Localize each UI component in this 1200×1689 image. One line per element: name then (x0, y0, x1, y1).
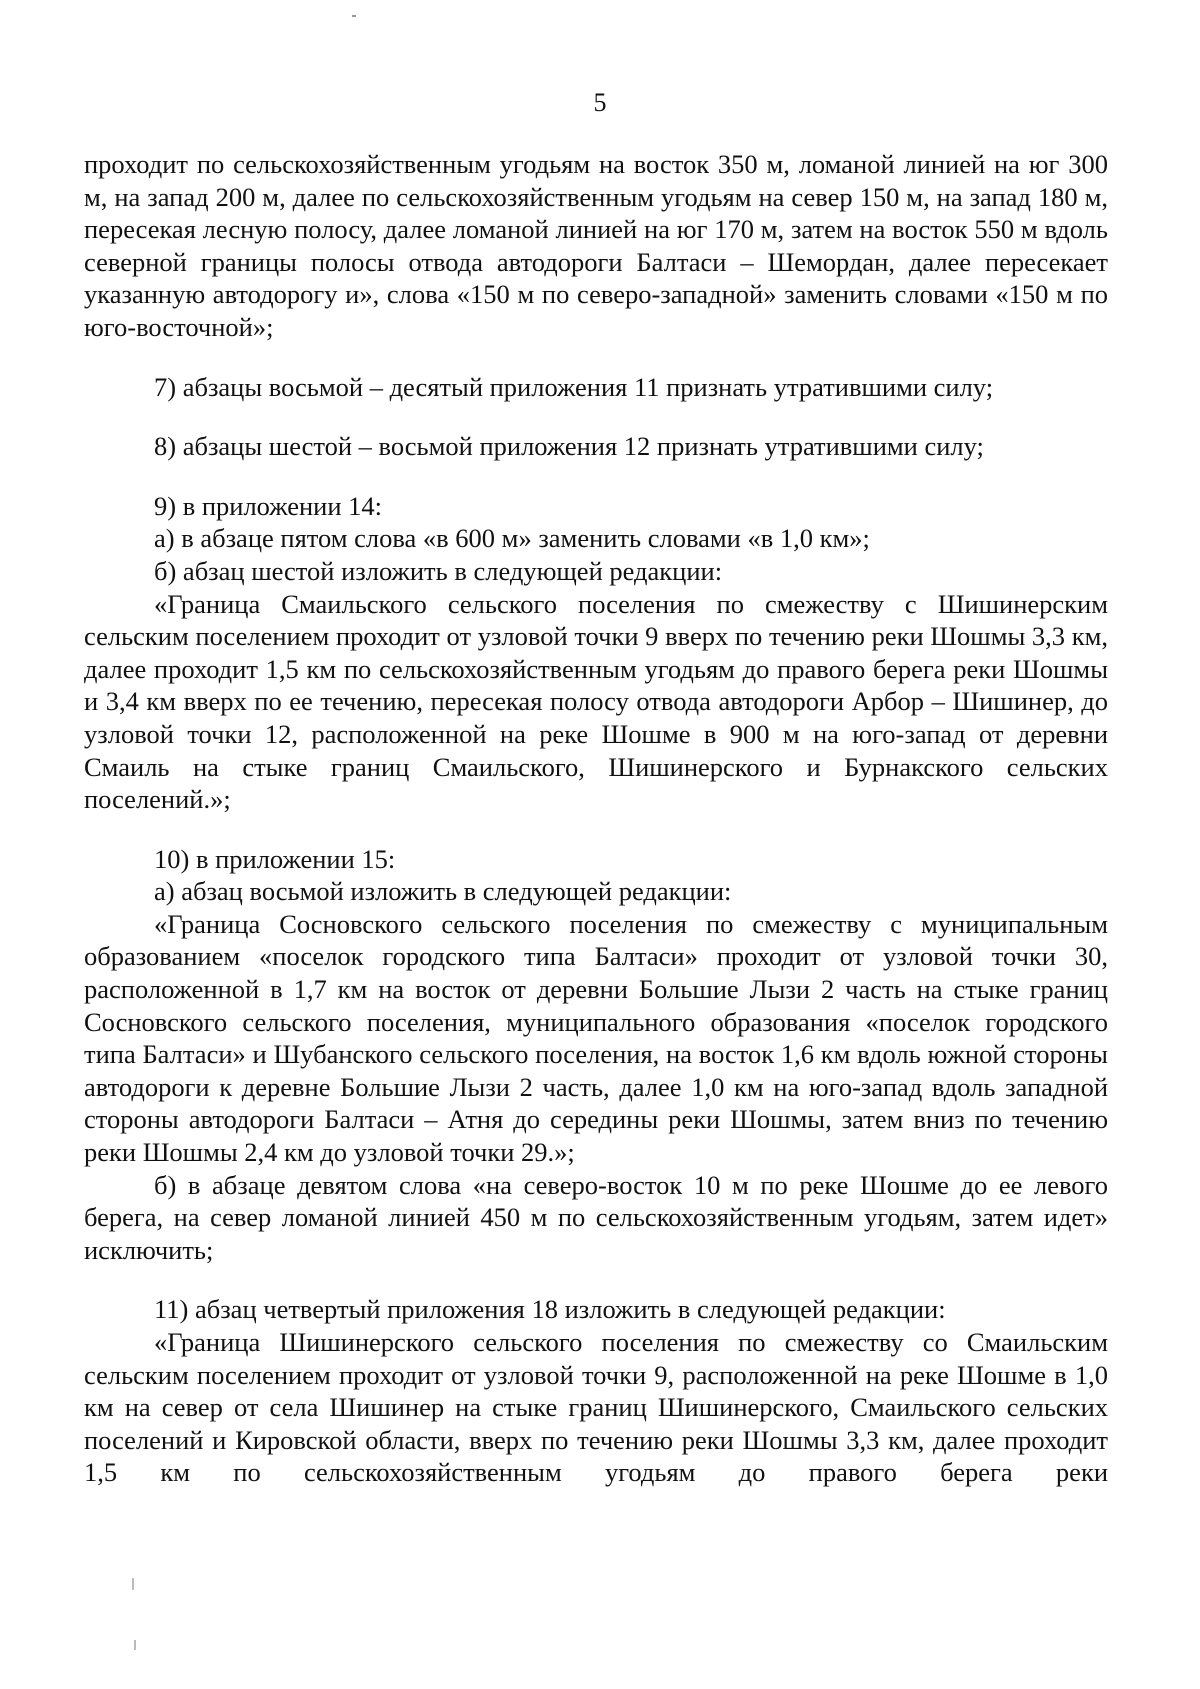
paragraph: 11) абзац четвертый приложения 18 изложить в следующей редакции: (154, 1294, 946, 1325)
paragraph: 10) в приложении 15: (154, 843, 396, 874)
paragraph: б) абзац шестой изложить в следующей редакции: (154, 555, 723, 586)
scan-mark-top (352, 15, 356, 17)
document-body (84, 148, 1108, 1489)
paragraph: 8) абзацы шестой – восьмой приложения 12 признать утратившими силу; (154, 431, 984, 462)
paragraph: б) в абзаце девятом слова «на северо-восток 10 м по реке Шошме до ее левого берега, на север ломаной линией 450 м по сельскохозяйственным угодьям, затем идет» исключить; (84, 1169, 1108, 1265)
paragraph-spacer (84, 816, 1108, 843)
paragraph-spacer (84, 463, 1108, 490)
paragraph: а) абзац восьмой изложить в следующей редакции: (154, 876, 732, 907)
paragraph: проходит по сельскохозяйственным угодьям на восток 350 м, ломаной линией на юг 300 м, на запад 200 м, далее по сельскохозяйственным угодьям на север 150 м, на запад 180 м, пересекая лесную полосу, далее ломаной линией на юг 170 м, затем на восток 550 м вдоль северной границы полосы отвода автодороги Балтаси – Шемордан, далее пересекает указанную автодорогу и», слова «150 м по северо-западной» заменить словами «150 м по юго-восточной»; (84, 149, 1108, 342)
paragraph: «Граница Смаильского сельского поселения по смежеству с Шишинерским сельским поселением проходит от узловой точки 9 вверх по течению реки Шошмы 3,3 км, далее проходит 1,5 км по сельскохозяйственным угодьям до правого берега реки Шошмы и 3,4 км вверх по ее течению, пересекая полосу отвода автодороги Арбор – Шишинер, до узловой точки 12, расположенной на реке Шошме в 900 м на юго-запад от деревни Смаиль на стыке границ Смаильского, Шишинерского и Бурнакского сельских поселений.»; (84, 588, 1108, 815)
paragraph: 9) в приложении 14: (154, 490, 383, 521)
paragraph: а) в абзаце пятом слова «в 600 м» заменить словами «в 1,0 км»; (154, 523, 870, 554)
paragraph: «Граница Шишинерского сельского поселения по смежеству со Смаильским сельским поселением проходит от узловой точки 9, расположенной на реке Шошме в 1,0 км на север от села Шишинер на стыке границ Шишинерского, Смаильского сельских поселений и Кировской области, вверх по течению реки Шошмы 3,3 км, далее проходит 1,5 км по сельскохозяйственным угодьям до правого берега реки (84, 1327, 1108, 1488)
scan-mark-left (132, 1578, 134, 1590)
paragraph: «Граница Сосновского сельского поселения по смежеству с муниципальным образованием «поселок городского типа Балтаси» проходит от узловой точки 30, расположенной в 1,7 км на восток от деревни Большие Лызи 2 часть на стыке границ Сосновского сельского поселения, муниципального образования «поселок городского типа Балтаси» и Шубанского сельского поселения, на восток 1,6 км вдоль южной стороны автодороги к деревне Большие Лызи 2 часть, далее 1,0 км на юго-запад вдоль западной стороны автодороги Балтаси – Атня до середины реки Шошмы, затем вниз по течению реки Шошмы 2,4 км до узловой точки 29.»; (84, 908, 1108, 1168)
page-number: 5 (593, 88, 607, 117)
paragraph-spacer (84, 403, 1108, 430)
paragraph-spacer (84, 344, 1108, 371)
scan-mark-left-lower (134, 1640, 136, 1650)
paragraph: 7) абзацы восьмой – десятый приложения 11 признать утратившими силу; (154, 371, 994, 402)
paragraph-spacer (84, 1266, 1108, 1293)
